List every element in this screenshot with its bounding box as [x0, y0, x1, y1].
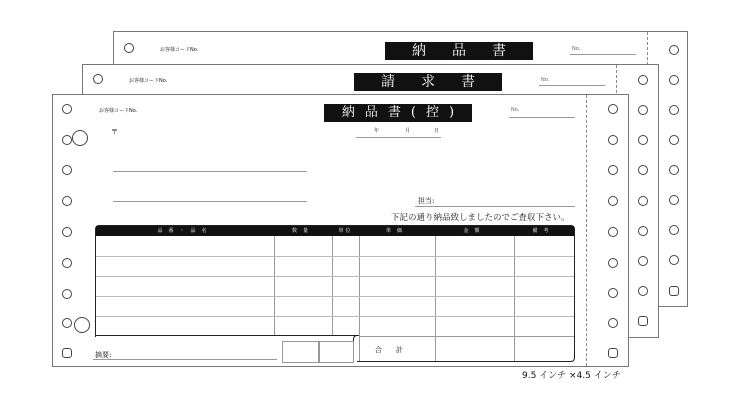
sheet-title: 納品書(控) [324, 104, 472, 122]
punch-hole-large [72, 130, 88, 146]
punch-hole-large [74, 317, 90, 333]
punch-hole [608, 196, 618, 206]
column-header-item: 品番・品名 [157, 228, 213, 234]
punch-hole [124, 43, 134, 53]
punch-hole [669, 195, 679, 205]
postal-mark: 〒 [111, 128, 118, 136]
table-header [96, 226, 574, 236]
punch-hole [669, 45, 679, 55]
punch-hole [608, 135, 618, 145]
punch-hole [638, 256, 648, 266]
punch-hole [93, 74, 103, 84]
punch-hole [62, 289, 72, 299]
perforation-line [586, 95, 587, 366]
punch-hole [638, 165, 648, 175]
customer-code-label: お客様コードNo. [160, 47, 199, 53]
column-header-unit-price: 単価 [385, 228, 408, 234]
column-divider [435, 236, 436, 361]
punch-hole [669, 105, 679, 115]
punch-hole [608, 258, 618, 268]
punch-hole [669, 75, 679, 85]
punch-hole [669, 165, 679, 175]
row-divider [96, 256, 574, 257]
punch-hole [638, 135, 648, 145]
row-divider [96, 276, 574, 277]
column-divider [514, 236, 515, 361]
punch-hole [638, 316, 648, 326]
address-line [113, 171, 307, 172]
table-bottom-edge [95, 335, 357, 336]
size-caption: 9.5 インチ ×4.5 インチ [522, 371, 621, 381]
date-month-label: 月 [405, 128, 411, 134]
punch-hole [62, 104, 72, 114]
number-line [509, 117, 575, 118]
punch-hole [669, 286, 679, 296]
number-label: No. [511, 107, 520, 113]
punch-hole [669, 255, 679, 265]
punch-hole [62, 348, 72, 358]
punch-hole [608, 348, 618, 358]
punch-hole [62, 196, 72, 206]
punch-hole [638, 226, 648, 236]
punch-hole [638, 286, 648, 296]
punch-hole [669, 135, 679, 145]
punch-hole [62, 258, 72, 268]
punch-hole [638, 105, 648, 115]
punch-hole [608, 165, 618, 175]
number-line [570, 54, 636, 55]
customer-code-label: お客様コードNo. [99, 108, 138, 114]
number-line [539, 85, 605, 86]
punch-hole [608, 227, 618, 237]
number-label: No. [572, 46, 581, 52]
remarks-label: 摘要: [95, 351, 112, 359]
punch-hole [669, 225, 679, 235]
column-header-unit: 単位 [338, 228, 353, 234]
stamp-box [319, 341, 354, 363]
total-label: 合計 [375, 346, 417, 354]
column-header-quantity: 数量 [291, 228, 314, 234]
punch-hole [608, 318, 618, 328]
delivery-slip-copy-front-sheet [52, 94, 629, 367]
row-divider [96, 316, 574, 317]
column-header-remarks: 備考 [532, 228, 555, 234]
remarks-line [93, 359, 277, 360]
address-line [113, 201, 307, 202]
customer-code-label: お客様コードNo. [129, 78, 168, 84]
column-header-amount: 金額 [463, 228, 486, 234]
column-divider [359, 236, 360, 361]
punch-hole [638, 196, 648, 206]
punch-hole [62, 227, 72, 237]
number-label: No. [541, 77, 550, 83]
column-divider [274, 236, 275, 336]
sheet-title: 納品書 [385, 42, 533, 60]
date-line [356, 137, 441, 138]
punch-hole [62, 318, 72, 328]
delivery-message: 下記の通り納品致しましたのでご査収下さい。 [391, 213, 570, 223]
stamp-box [282, 341, 319, 363]
punch-hole [638, 75, 648, 85]
date-year-label: 年 [374, 128, 380, 134]
person-in-charge-label: 担当: [418, 197, 435, 205]
date-day-label: 日 [434, 128, 440, 134]
row-divider [359, 336, 574, 337]
punch-hole [62, 165, 72, 175]
person-in-charge-line [415, 206, 575, 207]
column-divider [332, 236, 333, 336]
sheet-title: 請求書 [354, 73, 502, 91]
row-divider [96, 296, 574, 297]
punch-hole [62, 135, 72, 145]
punch-hole [608, 104, 618, 114]
punch-hole [608, 288, 618, 298]
